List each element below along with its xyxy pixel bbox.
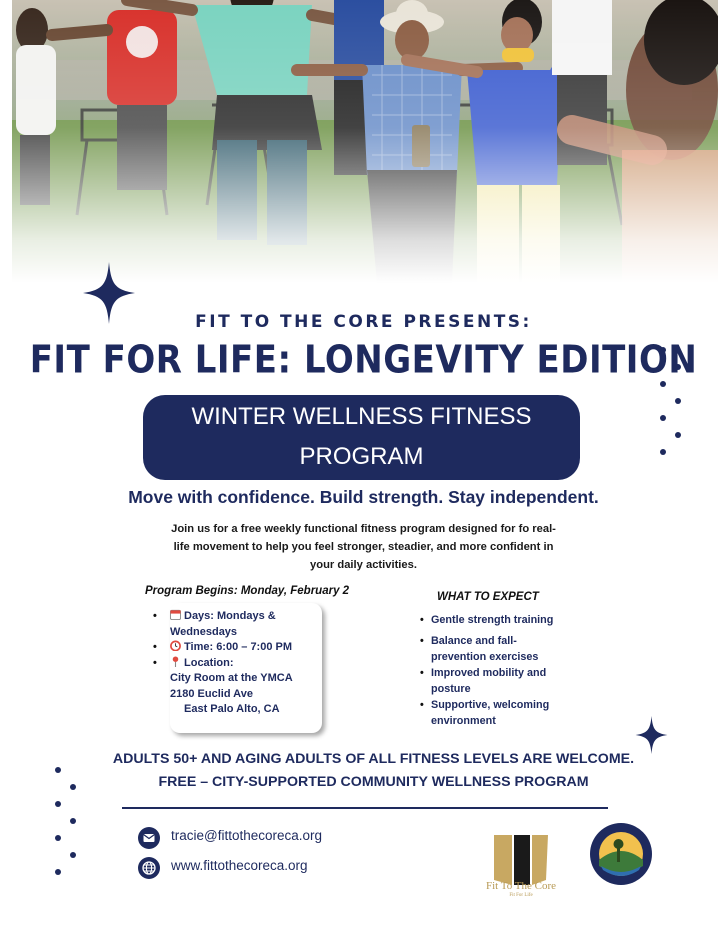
decorative-dot (55, 835, 61, 841)
days-row-continued: Wednesdays (170, 625, 238, 638)
intro-line: life movement to help you feel stronger, steadier, and more confident in (173, 541, 554, 553)
audience-line: ADULTS 50+ AND AGING ADULTS OF ALL FITNESS LEVELS ARE WELCOME. (112, 751, 635, 767)
schedule-details (153, 609, 330, 718)
divider (122, 807, 608, 809)
decorative-dot (70, 818, 76, 824)
city-seal-logo (589, 822, 653, 886)
expect-item: • Supportive, welcoming environment (420, 697, 570, 729)
location-label: Location: (184, 656, 234, 669)
decorative-dot (660, 415, 666, 421)
location-line: City Room at the YMCA (170, 672, 293, 684)
alarm-clock-icon (170, 640, 181, 651)
program-banner-line1: WINTER WELLNESS FITNESS (191, 403, 532, 430)
decorative-dot (675, 432, 681, 438)
expect-item: • Gentle strength training (420, 612, 570, 633)
time-row: • Time: 6:00 – 7:00 PM (153, 641, 293, 653)
tagline: Move with confidence. Build strength. Stay independent. (128, 487, 599, 507)
location-line: 2180 Euclid Ave (170, 687, 253, 700)
calendar-icon (170, 609, 181, 620)
event-title: FIT FOR LIFE: LONGEVITY EDITION (29, 337, 698, 383)
time-label: Time: 6:00 – 7:00 PM (184, 641, 293, 653)
decorative-dot (660, 449, 666, 455)
expect-list (420, 612, 570, 729)
intro-paragraph (150, 520, 577, 574)
location-row: • Location: (153, 656, 234, 669)
photo-fade-overlay (12, 0, 718, 283)
header-photo (12, 0, 718, 283)
decorative-dot (55, 801, 61, 807)
free-program-line: FREE – CITY-SUPPORTED COMMUNITY WELLNESS PROGRAM (158, 774, 589, 790)
pin-icon (170, 656, 181, 667)
intro-line: Join us for a free weekly functional fitness program designed for fo real- (171, 523, 556, 535)
fit-to-the-core-logo-subtext: Fit For Life (509, 893, 533, 898)
intro-line: your daily activities. (310, 559, 417, 571)
mail-icon (138, 827, 160, 849)
website-link[interactable]: www.fittothecoreca.org (171, 858, 308, 873)
presenter-heading: FIT TO THE CORE PRESENTS: (195, 312, 532, 332)
decorative-dot (55, 767, 61, 773)
expect-item: • Improved mobility and posture (420, 665, 570, 697)
fit-to-the-core-logo-text: Fit To The Core (485, 880, 557, 892)
decorative-dot (675, 398, 681, 404)
program-banner-line2: PROGRAM (299, 443, 424, 470)
decorative-dot (55, 869, 61, 875)
days-row: • Days: Mondays & (153, 610, 276, 622)
location-line: East Palo Alto, CA (184, 703, 280, 715)
program-banner (143, 395, 580, 480)
program-begins: Program Begins: Monday, February 2 (145, 585, 350, 597)
email-link[interactable]: tracie@fittothecoreca.org (171, 828, 323, 843)
globe-icon (138, 857, 160, 879)
days-label: Days: Mondays & (184, 610, 276, 622)
sparkle-star-icon (635, 716, 668, 754)
expect-item: • Balance and fall- prevention exercises (420, 633, 570, 665)
decorative-dot (70, 852, 76, 858)
expect-heading: WHAT TO EXPECT (437, 591, 539, 603)
